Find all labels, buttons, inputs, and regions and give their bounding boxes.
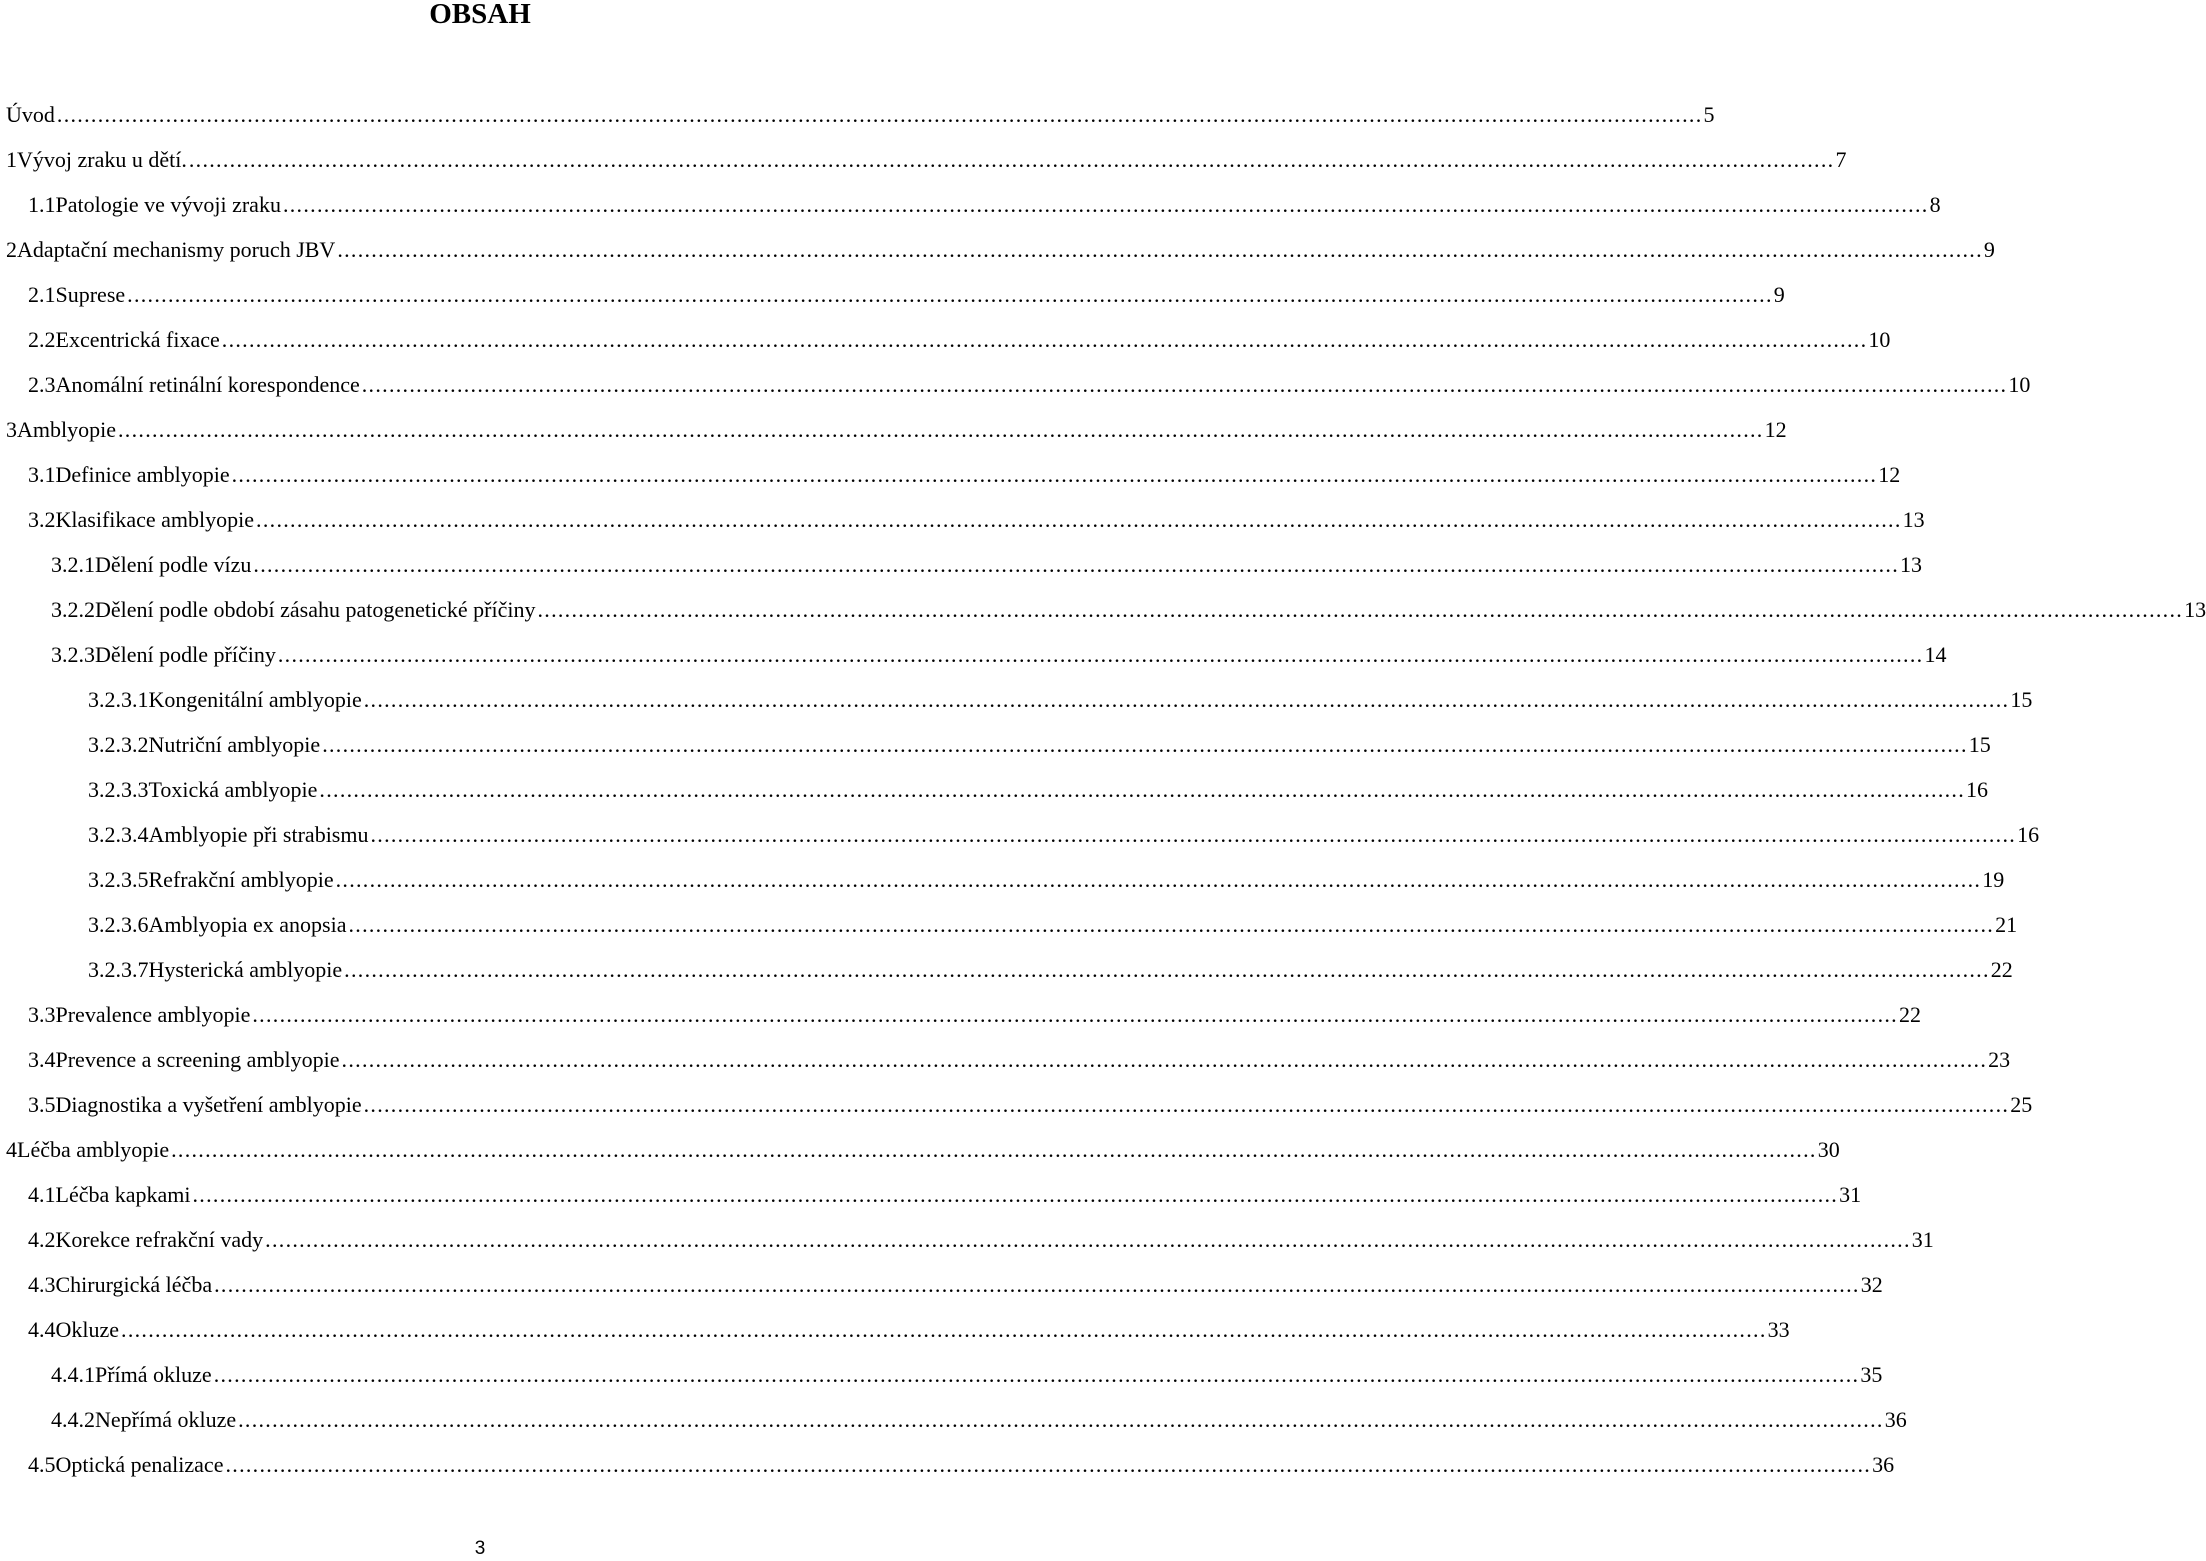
- toc-entry-label: Klasifikace amblyopie: [56, 497, 257, 542]
- toc-leader: ..................................................................................................................................................................................................................................................: [221, 327, 1868, 352]
- toc-entry-page: 16: [2016, 812, 2039, 857]
- toc-entry[interactable]: [0, 1172, 1862, 1217]
- toc-leader: ..................................................................................................................................................................................................................................................: [238, 1407, 1884, 1432]
- toc-entry-page: 13: [2183, 587, 2206, 632]
- toc-entry-label: Diagnostika a vyšetření amblyopie: [56, 1082, 364, 1127]
- toc-entry-page: 19: [1981, 857, 2004, 902]
- toc-leader: ..................................................................................................................................................................................................................................................: [537, 597, 2184, 622]
- toc-entry-page: 8: [1929, 182, 1941, 227]
- toc-entry-label: Patologie ve vývoji zraku: [56, 182, 283, 227]
- toc-entry-page: 9: [1773, 272, 1785, 317]
- toc-leader: ..................................................................................................................................................................................................................................................: [361, 372, 2008, 397]
- toc-leader: ..................................................................................................................................................................................................................................................: [256, 507, 1902, 532]
- toc-entry[interactable]: [0, 182, 1941, 227]
- toc-entry-number: 4: [6, 1137, 17, 1162]
- toc-leader: ..................................................................................................................................................................................................................................................: [319, 777, 1966, 802]
- toc-entry-page: 31: [1911, 1217, 1934, 1262]
- toc-entry-number: 3.2: [28, 507, 56, 532]
- toc-entry[interactable]: [0, 227, 1995, 272]
- toc-entry-number: 4.2: [28, 1227, 56, 1252]
- toc-entry[interactable]: [0, 407, 1787, 452]
- toc-entry-page: 13: [1899, 542, 1922, 587]
- toc-leader: ..................................................................................................................................................................................................................................................: [363, 687, 2010, 712]
- table-of-contents: [0, 92, 2206, 1487]
- toc-leader: ..................................................................................................................................................................................................................................................: [370, 822, 2017, 847]
- toc-entry-number: 3: [6, 417, 17, 442]
- toc-entry[interactable]: [0, 1307, 1790, 1352]
- toc-entry[interactable]: [0, 452, 1901, 497]
- toc-entry-label: Hysterická amblyopie: [149, 947, 345, 992]
- toc-entry[interactable]: [0, 992, 1921, 1037]
- toc-entry-page: 32: [1860, 1262, 1883, 1307]
- toc-entry-number: 4.4: [28, 1317, 56, 1342]
- toc-entry-label: Amblyopia ex anopsia: [149, 902, 349, 947]
- toc-leader: ..................................................................................................................................................................................................................................................: [363, 1092, 2010, 1117]
- toc-entry-number: 3.2.3.3: [88, 777, 149, 802]
- toc-leader: ..................................................................................................................................................................................................................................................: [56, 102, 1703, 127]
- toc-leader: ..................................................................................................................................................................................................................................................: [225, 1452, 1872, 1477]
- toc-entry-number: 3.5: [28, 1092, 56, 1117]
- toc-leader: ..................................................................................................................................................................................................................................................: [253, 552, 1900, 577]
- toc-entry[interactable]: [0, 812, 2040, 857]
- toc-entry-number: 4.4.1: [51, 1362, 95, 1387]
- toc-entry-number: 3.4: [28, 1047, 56, 1072]
- toc-entry-number: 3.2.2: [51, 597, 95, 622]
- toc-entry-number: 3.2.3.2: [88, 732, 149, 757]
- toc-leader: ..................................................................................................................................................................................................................................................: [118, 417, 1764, 442]
- toc-leader: ..................................................................................................................................................................................................................................................: [335, 867, 1982, 892]
- toc-entry-label: Definice amblyopie: [56, 452, 232, 497]
- toc-entry-number: 2.3: [28, 372, 56, 397]
- toc-entry-label: Léčba kapkami: [56, 1172, 193, 1217]
- toc-entry-label: Amblyopie při strabismu: [149, 812, 371, 857]
- toc-entry[interactable]: [0, 857, 2005, 902]
- toc-entry-number: 3.1: [28, 462, 56, 487]
- toc-entry[interactable]: [0, 272, 1785, 317]
- toc-entry-page: 15: [1968, 722, 1991, 767]
- toc-entry-label: Anomální retinální korespondence: [56, 362, 362, 407]
- toc-entry-page: 14: [1923, 632, 1946, 677]
- toc-entry[interactable]: [0, 1262, 1883, 1307]
- toc-entry-number: 1.1: [28, 192, 56, 217]
- toc-entry-page: 31: [1838, 1172, 1861, 1217]
- toc-entry-number: 2.2: [28, 327, 56, 352]
- toc-entry-page: 30: [1817, 1127, 1840, 1172]
- toc-leader: ..................................................................................................................................................................................................................................................: [341, 1047, 1988, 1072]
- toc-entry-label: Kongenitální amblyopie: [149, 677, 364, 722]
- toc-entry-number: 3.2.3.6: [88, 912, 149, 937]
- toc-entry-number: 3.2.3.1: [88, 687, 149, 712]
- toc-entry-page: 33: [1767, 1307, 1790, 1352]
- toc-entry[interactable]: [0, 497, 1925, 542]
- toc-leader: ..................................................................................................................................................................................................................................................: [127, 282, 1773, 307]
- toc-entry-label: Nutriční amblyopie: [149, 722, 323, 767]
- toc-entry-number: 3.2.1: [51, 552, 95, 577]
- toc-entry-label: Prevence a screening amblyopie: [56, 1037, 342, 1082]
- toc-entry[interactable]: [0, 1352, 1883, 1397]
- toc-entry-number: 2.1: [28, 282, 56, 307]
- page-title: OBSAH: [429, 0, 531, 30]
- toc-entry-page: 12: [1877, 452, 1900, 497]
- page-number: 3: [474, 1538, 486, 1559]
- toc-entry-label: Optická penalizace: [56, 1442, 226, 1487]
- toc-entry-page: 16: [1965, 767, 1988, 812]
- toc-entry-label: Excentrická fixace: [56, 317, 222, 362]
- toc-entry-page: 5: [1703, 92, 1715, 137]
- toc-leader: ..................................................................................................................................................................................................................................................: [192, 1182, 1839, 1207]
- toc-entry-number: 4.5: [28, 1452, 56, 1477]
- toc-entry[interactable]: [0, 947, 2013, 992]
- toc-leader: ..................................................................................................................................................................................................................................................: [121, 1317, 1767, 1342]
- toc-entry-number: 3.3: [28, 1002, 56, 1027]
- toc-leader: ..................................................................................................................................................................................................................................................: [265, 1227, 1911, 1252]
- toc-entry-label: Chirurgická léčba: [56, 1262, 215, 1307]
- toc-entry-label: Korekce refrakční vady: [56, 1217, 266, 1262]
- toc-entry-page: 36: [1871, 1442, 1894, 1487]
- toc-entry-number: 3.2.3.4: [88, 822, 149, 847]
- toc-entry-label: Prevalence amblyopie: [56, 992, 253, 1037]
- toc-entry-label: Léčba amblyopie: [17, 1127, 171, 1172]
- toc-entry-label: Toxická amblyopie: [149, 767, 320, 812]
- toc-leader: ..................................................................................................................................................................................................................................................: [277, 642, 1924, 667]
- toc-entry-page: 35: [1859, 1352, 1882, 1397]
- toc-entry-label: Dělení podle období zásahu patogenetické příčiny: [95, 587, 537, 632]
- toc-entry[interactable]: [0, 1127, 1840, 1172]
- toc-leader: ..................................................................................................................................................................................................................................................: [322, 732, 1968, 757]
- toc-leader: ..................................................................................................................................................................................................................................................: [344, 957, 1990, 982]
- toc-entry-page: 21: [1994, 902, 2017, 947]
- toc-leader: ..................................................................................................................................................................................................................................................: [188, 147, 1835, 172]
- toc-entry-label: Dělení podle příčiny: [95, 632, 278, 677]
- toc-entry[interactable]: [0, 92, 1715, 137]
- toc-entry-number: 4.4.2: [51, 1407, 95, 1432]
- toc-leader: ..................................................................................................................................................................................................................................................: [348, 912, 1995, 937]
- toc-entry-page: 25: [2009, 1082, 2032, 1127]
- toc-entry[interactable]: [0, 1082, 2033, 1127]
- toc-entry[interactable]: [0, 1442, 1895, 1487]
- toc-entry-label: Amblyopie: [17, 407, 118, 452]
- toc-leader: ..................................................................................................................................................................................................................................................: [213, 1362, 1860, 1387]
- toc-entry-number: 4.1: [28, 1182, 56, 1207]
- toc-entry-label: Suprese: [56, 272, 128, 317]
- toc-entry[interactable]: [0, 587, 2206, 632]
- toc-entry-label: Okluze: [56, 1307, 122, 1352]
- toc-entry-label: Přímá okluze: [95, 1352, 214, 1397]
- toc-entry[interactable]: [0, 677, 2033, 722]
- toc-entry[interactable]: [0, 137, 1847, 182]
- toc-entry[interactable]: [0, 902, 2018, 947]
- toc-entry[interactable]: [0, 1217, 1934, 1262]
- toc-entry-label: Adaptační mechanismy poruch JBV: [17, 227, 337, 272]
- toc-entry-label: Vývoj zraku u dětí.: [17, 137, 189, 182]
- toc-entry[interactable]: [0, 542, 1923, 587]
- toc-entry[interactable]: [0, 1037, 2011, 1082]
- toc-entry[interactable]: [0, 632, 1947, 677]
- toc-entry-number: 4.3: [28, 1272, 56, 1297]
- toc-entry[interactable]: [0, 362, 2031, 407]
- toc-entry-page: 10: [2007, 362, 2030, 407]
- toc-leader: ..................................................................................................................................................................................................................................................: [214, 1272, 1860, 1297]
- toc-leader: ..................................................................................................................................................................................................................................................: [171, 1137, 1817, 1162]
- toc-leader: ..................................................................................................................................................................................................................................................: [337, 237, 1983, 262]
- toc-entry-label: Nepřímá okluze: [95, 1397, 238, 1442]
- toc-leader: ..................................................................................................................................................................................................................................................: [252, 1002, 1898, 1027]
- toc-leader: ..................................................................................................................................................................................................................................................: [231, 462, 1878, 487]
- toc-entry-page: 9: [1983, 227, 1995, 272]
- toc-entry-page: 7: [1834, 137, 1846, 182]
- toc-entry-page: 36: [1884, 1397, 1907, 1442]
- toc-entry-number: 3.2.3.7: [88, 957, 149, 982]
- toc-entry-page: 12: [1764, 407, 1787, 452]
- toc-entry-label: Refrakční amblyopie: [149, 857, 336, 902]
- toc-entry-number: 1: [6, 147, 17, 172]
- toc-entry-page: 23: [1987, 1037, 2010, 1082]
- toc-entry-page: 22: [1898, 992, 1921, 1037]
- toc-entry-label: Dělení podle vízu: [95, 542, 253, 587]
- toc-leader: ..................................................................................................................................................................................................................................................: [282, 192, 1929, 217]
- toc-entry-label: Úvod: [6, 92, 57, 137]
- toc-entry-number: 2: [6, 237, 17, 262]
- toc-entry-number: 3.2.3: [51, 642, 95, 667]
- toc-entry-page: 15: [2009, 677, 2032, 722]
- toc-entry[interactable]: [0, 317, 1891, 362]
- toc-entry-page: 13: [1902, 497, 1925, 542]
- toc-entry[interactable]: [0, 722, 1991, 767]
- toc-entry[interactable]: [0, 1397, 1907, 1442]
- toc-entry-page: 22: [1990, 947, 2013, 992]
- toc-entry-number: 3.2.3.5: [88, 867, 149, 892]
- toc-entry[interactable]: [0, 767, 1989, 812]
- toc-entry-page: 10: [1867, 317, 1890, 362]
